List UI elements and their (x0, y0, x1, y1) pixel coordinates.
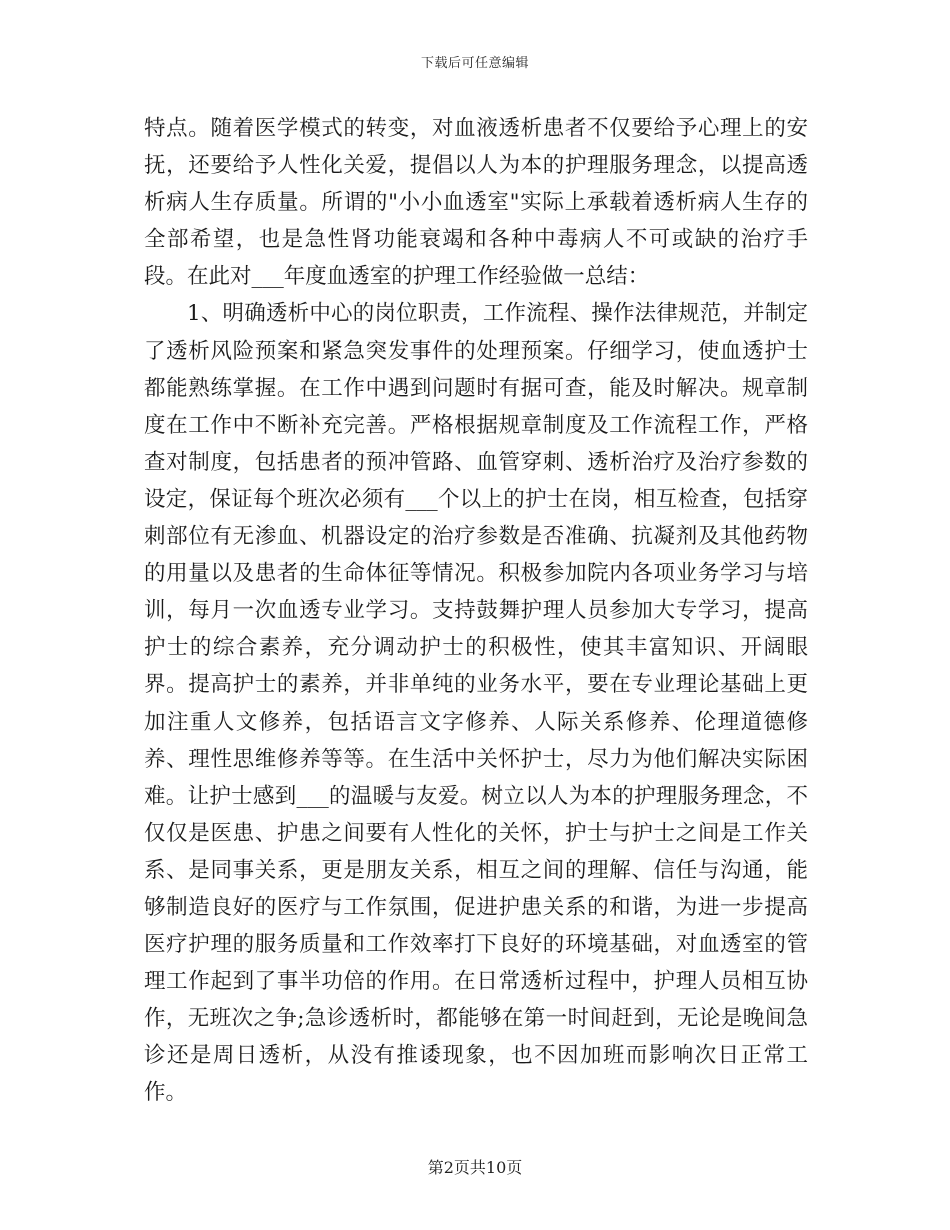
paragraph-item-1: 1、明确透析中心的岗位职责，工作流程、操作法律规范，并制定了透析风险预案和紧急突发事件的处理预案。仔细学习，使血透护士都能熟练掌握。在工作中遇到问题时有据可查，能及时解决。规章制度在工作中不断补充完善。严格根据规章制度及工作流程工作，严格查对制度，包括患者的预冲管路、血管穿刺、透析治疗及治疗参数的设定，保证每个班次必须有___个以上的护士在岗，相互检查，包括穿刺部位有无渗血、机器设定的治疗参数是否准确、抗凝剂及其他药物的用量以及患者的生命体征等情况。积极参加院内各项业务学习与培训，每月一次血透专业学习。支持鼓舞护理人员参加大专学习，提高护士的综合素养，充分调动护士的积极性，使其丰富知识、开阔眼界。提高护士的素养，并非单纯的业务水平，要在专业理论基础上更加注重人文修养，包括语言文字修养、人际关系修养、伦理道德修养、理性思维修养等等。在生活中关怀护士，尽力为他们解决实际困难。让护士感到___的温暖与友爱。树立以人为本的护理服务理念，不仅仅是医患、护患之间要有人性化的关怀，护士与护士之间是工作关系、是同事关系，更是朋友关系，相互之间的理解、信任与沟通，能够制造良好的医疗与工作氛围，促进护患关系的和谐，为进一步提高医疗护理的服务质量和工作效率打下良好的环境基础，对血透室的管理工作起到了事半功倍的作用。在日常透析过程中，护理人员相互协作，无班次之争;急诊透析时，都能够在第一时间赶到，无论是晚间急诊还是周日透析，从没有推诿现象，也不因加班而影响次日正常工作。 (144, 301, 808, 1106)
page-footer: 第2页共10页 (427, 1158, 523, 1177)
page-header: 下载后可任意编辑 (420, 56, 529, 71)
paragraph-intro: 特点。随着医学模式的转变，对血液透析患者不仅要给予心理上的安抚，还要给予人性化关爱，提倡以人为本的护理服务理念，以提高透析病人生存质量。所谓的"小小血透室"实际上承载着透析病人生存的全部希望，也是急性肾功能衰竭和各种中毒病人不可或缺的治疗手段。在此对___年度血透室的护理工作经验做一总结： (144, 116, 808, 290)
document-body (144, 110, 808, 1112)
